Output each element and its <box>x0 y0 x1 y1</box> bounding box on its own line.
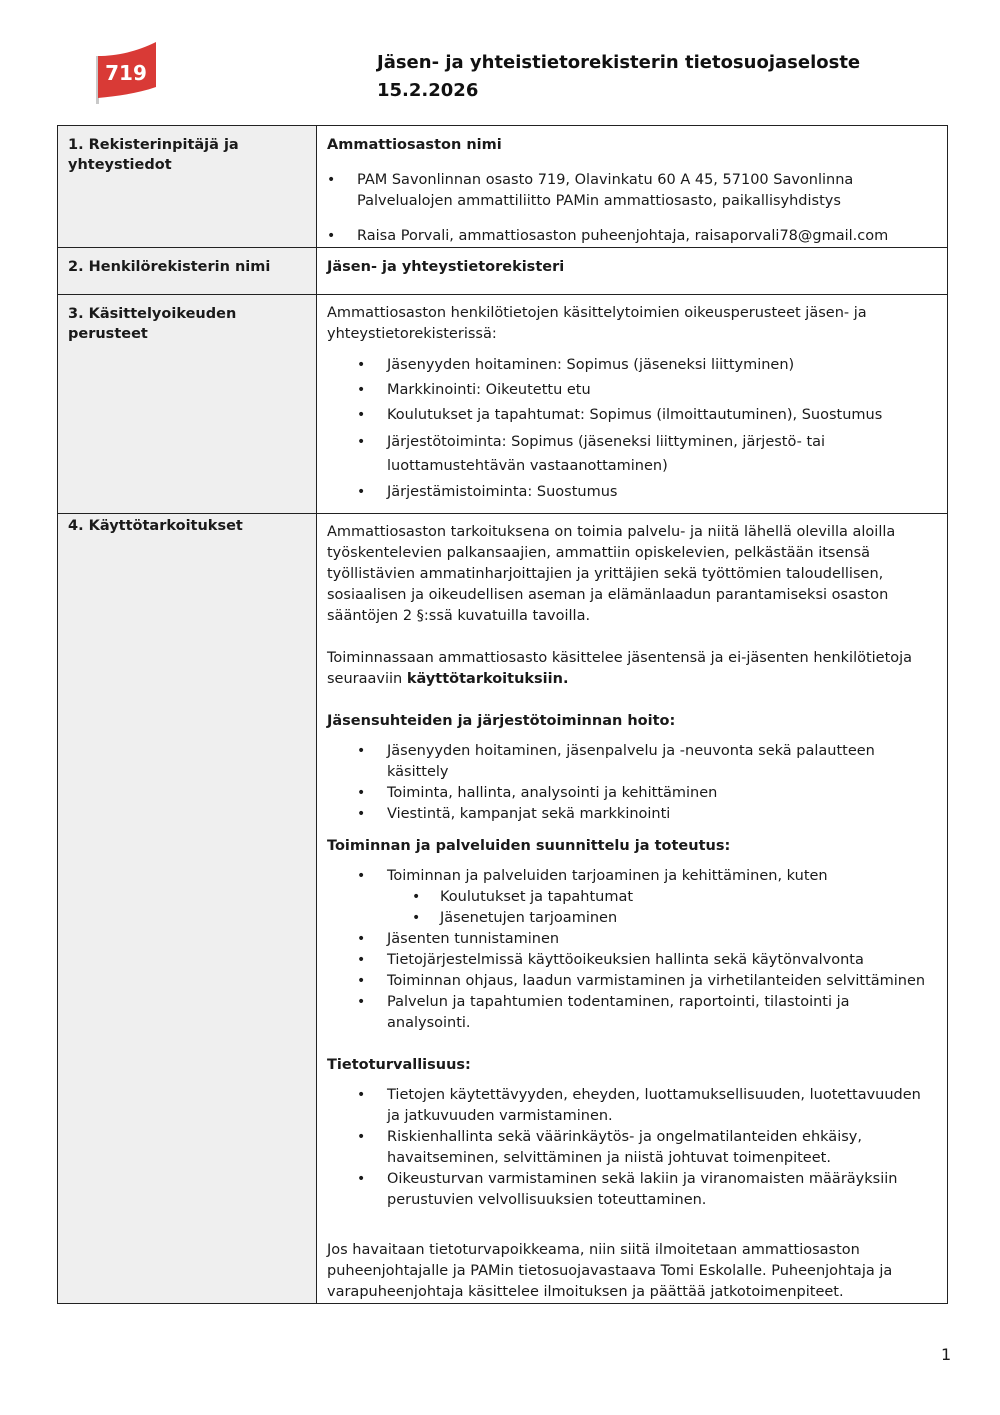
row-content: Jäsen- ja yhteystietorekisteri <box>317 248 948 295</box>
row-content <box>317 514 948 1304</box>
list-item: • Järjestämistoiminta: Suostumus <box>387 482 937 503</box>
paragraph-bold: käyttötarkoituksiin. <box>406 671 569 687</box>
page-number: 1 <box>941 1345 952 1364</box>
security-list <box>327 1085 937 1211</box>
row-legal-basis <box>58 295 948 514</box>
purpose-paragraph: Jos havaitaan tietoturvapoikkeama, niin siitä ilmoitetaan ammattiosaston puheenjohtajalle ja PAMin tietosuojavastaava Tomi Eskolalle. Puheenjohtaja ja varapuheenjohtaja käsittelee ilmoituksen ja päättää jatkotoimenpiteet. <box>327 1242 893 1300</box>
list-item: • Markkinointi: Oikeutettu etu <box>387 380 937 401</box>
list-item: • Viestintä, kampanjat sekä markkinointi <box>387 804 937 825</box>
row-controller <box>58 126 948 248</box>
list-item: • Tietojen käytettävyyden, eheyden, luottamuksellisuuden, luotettavuuden ja jatkuvuuden varmistaminen. <box>387 1085 937 1127</box>
membership-list <box>327 741 937 825</box>
subheading: Toiminnan ja palveluiden suunnittelu ja toteutus: <box>327 838 731 854</box>
title-line-2: 15.2.2026 <box>377 80 479 101</box>
row-label: 3. Käsittelyoikeuden perusteet <box>58 295 317 514</box>
document-title <box>377 49 937 105</box>
row-content <box>317 126 948 248</box>
list-item: • Jäsenyyden hoitaminen, jäsenpalvelu ja -neuvonta sekä palautteen käsittely <box>387 741 937 783</box>
list-item: • Jäsenten tunnistaminen <box>387 929 937 950</box>
list-item: • Oikeusturvan varmistaminen sekä lakiin ja viranomaisten määräyksiin perustuvien velvollisuuksien toteuttaminen. <box>387 1169 937 1211</box>
row-label: 1. Rekisterinpitäjä ja yhteystiedot <box>58 126 317 248</box>
list-item: • Jäsenyyden hoitaminen: Sopimus (jäseneksi liittyminen) <box>387 355 937 376</box>
contact-list <box>327 170 937 247</box>
list-item: • Järjestötoiminta: Sopimus (jäseneksi liittyminen, järjestö- tai luottamustehtävän vastaanottaminen) <box>387 430 937 478</box>
list-item: • Toiminnan ohjaus, laadun varmistaminen ja virhetilanteiden selvittäminen <box>387 971 937 992</box>
list-item: • Palvelun ja tapahtumien todentaminen, raportointi, tilastointi ja analysointi. <box>387 992 937 1034</box>
row-register-name <box>58 248 948 295</box>
list-item: • Riskienhallinta sekä väärinkäytös- ja ongelmatilanteiden ehkäisy, havaitseminen, selvittäminen ja niistä johtuvat toimenpiteet. <box>387 1127 937 1169</box>
list-item: • Raisa Porvali, ammattiosaston puheenjohtaja, raisaporvali78@gmail.com <box>357 226 937 247</box>
list-item: • Koulutukset ja tapahtumat: Sopimus (ilmoittautuminen), Suostumus <box>387 405 937 426</box>
paragraph-text: Toiminnassaan ammattiosasto käsittelee jäsentensä ja ei-jäsenten henkilötietoja seuraaviin <box>327 650 913 687</box>
row-purposes <box>58 514 948 1304</box>
title-line-1: Jäsen- ja yhteistietorekisterin tietosuojaseloste <box>377 52 861 73</box>
row-content <box>317 295 948 514</box>
privacy-table <box>57 125 948 1304</box>
list-item: • Toiminta, hallinta, analysointi ja kehittäminen <box>387 783 937 804</box>
row-label: 4. Käyttötarkoitukset <box>58 514 317 1304</box>
logo-text: 719 <box>105 61 147 85</box>
purpose-paragraph <box>327 648 937 690</box>
sub-list <box>387 887 937 929</box>
list-item: • PAM Savonlinnan osasto 719, Olavinkatu 60 A 45, 57100 Savonlinna Palvelualojen ammattiliitto PAMin ammattiosasto, paikallisyhdistys <box>357 170 937 212</box>
operations-list <box>327 866 937 1034</box>
subheading: Tietoturvallisuus: <box>327 1057 471 1073</box>
purpose-paragraph: Ammattiosaston tarkoituksena on toimia palvelu- ja niitä lähellä olevilla aloilla työskentelevien palkansaajien, ammattiin opiskelevien, pelkästään itsensä työllistävien ammatinharjoittajien ja yrittäjien sekä työttömien taloudellisen, sosiaalisen ja oikeudellisen aseman ja elämänlaadun parantamiseksi osaston sääntöjen 2 §:ssä kuvatuilla tavoilla. <box>327 524 896 624</box>
flag-logo <box>96 42 158 104</box>
list-item: • Tietojärjestelmissä käyttöoikeuksien hallinta sekä käytönvalvonta <box>387 950 937 971</box>
list-item-text: Toiminnan ja palveluiden tarjoaminen ja kehittäminen, kuten <box>387 868 828 884</box>
row-label: 2. Henkilörekisterin nimi <box>58 248 317 295</box>
list-item <box>387 866 937 929</box>
sub-list-item: • Koulutukset ja tapahtumat <box>440 887 937 908</box>
section-intro: Ammattiosaston henkilötietojen käsittelytoimien oikeusperusteet jäsen- ja yhteystietorekisterissä: <box>327 305 867 342</box>
sub-list-item: • Jäsenetujen tarjoaminen <box>440 908 937 929</box>
subheading: Jäsensuhteiden ja järjestötoiminnan hoito: <box>327 713 676 729</box>
basis-list <box>327 355 937 503</box>
section-heading: Ammattiosaston nimi <box>327 137 502 153</box>
